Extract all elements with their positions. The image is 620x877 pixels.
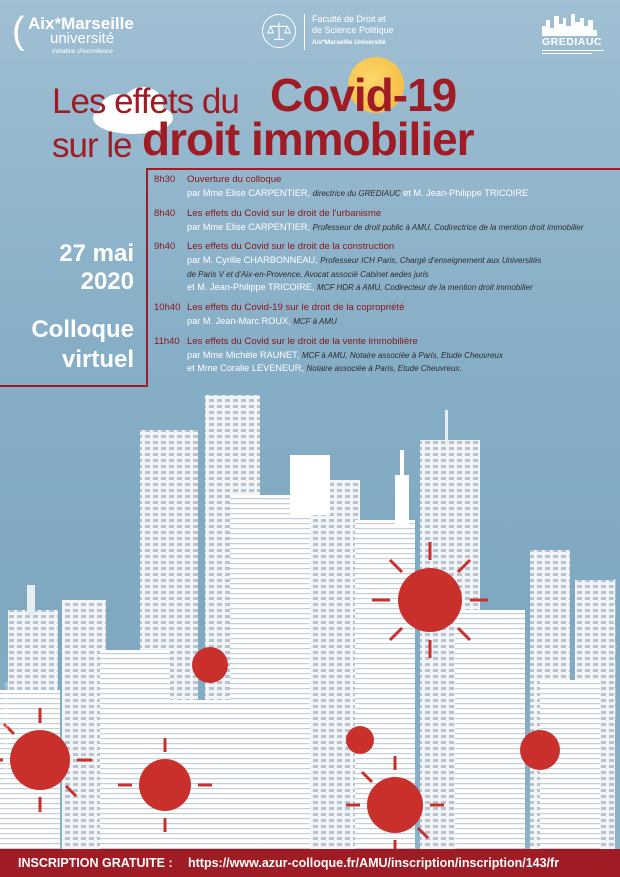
speaker-role: de Paris V et d'Aix-en-Provence, Avocat associé Cabinet aedes juris: [187, 269, 429, 279]
speaker-name: par M. Cyrille CHARBONNEAU,: [187, 255, 321, 266]
speaker-name: par M. Jean-Marc ROUX,: [187, 315, 294, 326]
city-skyline-illustration: [0, 380, 620, 850]
speaker-name: et Mme Coralie LEVENEUR,: [187, 363, 307, 374]
session-time: 8h30: [154, 174, 176, 185]
speaker-line: [154, 349, 614, 363]
event-mode-line2: virtuel: [61, 346, 134, 373]
session-time: 10h40: [154, 301, 181, 313]
scales-of-justice-icon: [262, 14, 296, 48]
credit-right: Faculté de Droit et de Science Politique - Aix-en-Provence - 2019/2020: [612, 578, 617, 720]
registration-label: INSCRIPTION GRATUITE :: [18, 856, 173, 870]
faculty-university: Aix*Marseille Université: [312, 39, 386, 46]
speaker-role: Notaire associée à Paris, Etude Cheuvreux.: [306, 364, 462, 374]
registration-link[interactable]: https://www.azur-colloque.fr/AMU/inscription/inscription/143/fr: [188, 856, 560, 870]
speaker-role: MCF à AMU: [293, 316, 337, 326]
speaker-role: Professeur ICH Paris, Chargé d'enseignement aux Universités: [320, 256, 542, 266]
speaker-line: [154, 362, 614, 376]
faculty-logo-divider: [304, 14, 305, 50]
program-session: [154, 336, 614, 376]
title-line1-prefix: Les effets du: [52, 82, 239, 121]
speaker-suffix: et M. Jean-Philippe TRICOIRE: [400, 188, 529, 198]
frame-vertical-rule: [146, 168, 148, 386]
program-session: [154, 302, 614, 329]
speaker-line: [154, 254, 614, 268]
speaker-name: par Mme Elise CARPENTIER,: [187, 221, 313, 232]
speaker-name: par Mme Michèle RAUNET,: [187, 349, 302, 360]
frame-top-rule: [146, 168, 620, 170]
grediauc-name: GREDIAUC: [542, 36, 603, 48]
speaker-line: [154, 281, 614, 295]
speaker-role: directrice du GREDIAUC: [312, 189, 401, 198]
credit-left: Création : DEPA_JPO - Université d'Aix-Marseille: [4, 681, 9, 780]
frame-bottom-rule: [0, 385, 148, 387]
program-session: [154, 174, 614, 201]
speaker-role: MCF HDR à AMU, Codirecteur de la mention droit immobilier: [317, 283, 533, 293]
registration-footer: [0, 849, 620, 877]
title-line1-emphasis: Covid-19: [270, 69, 457, 121]
speaker-role: MCF à AMU, Notaire associée à Paris, Etude Cheuvreux: [301, 350, 503, 360]
session-title: Les effets du Covid sur le droit de la vente immobilière: [187, 335, 418, 347]
program-session: [154, 208, 614, 235]
session-title: Les effets du Covid sur le droit de l'urbanisme: [187, 207, 382, 219]
faculty-name-line2: de Science Politique: [312, 25, 394, 35]
event-mode-line1: Colloque: [31, 316, 134, 343]
faculty-name-line1: Faculté de Droit et: [312, 14, 386, 24]
speaker-name: par Mme Elise CARPENTIER,: [187, 188, 313, 198]
session-title: Les effets du Covid-19 sur le droit de la copropriété: [187, 301, 405, 313]
title-line2-emphasis: droit immobilier: [142, 113, 474, 165]
session-time: 11h40: [154, 335, 180, 347]
session-title: Ouverture du colloque: [187, 174, 282, 185]
program-session: [154, 241, 614, 295]
session-title: Les effets du Covid sur le droit de la construction: [187, 241, 395, 253]
session-time: 8h40: [154, 207, 176, 219]
amu-bracket-icon: (: [12, 10, 25, 52]
amu-logo-line2: université: [50, 30, 115, 47]
speaker-name: et M. Jean-Philippe TRICOIRE,: [187, 282, 318, 293]
program-schedule: [154, 174, 614, 383]
speaker-line: [154, 187, 614, 201]
amu-logo-tagline: initiative d'excellence: [52, 48, 113, 55]
speaker-line: [154, 315, 614, 329]
speaker-role: Professeur de droit public à AMU, Codirectrice de la mention droit immobilier: [312, 222, 584, 232]
speaker-line: [154, 268, 614, 282]
speaker-line: [154, 221, 614, 235]
amu-logo-line1: Aix*Marseille: [28, 14, 134, 33]
title-line2-prefix: sur le: [52, 126, 132, 165]
session-time: 9h40: [154, 241, 176, 253]
event-date-day: 27 mai: [59, 240, 134, 267]
grediauc-skyline-icon: [540, 12, 608, 58]
event-date-year: 2020: [80, 268, 134, 295]
